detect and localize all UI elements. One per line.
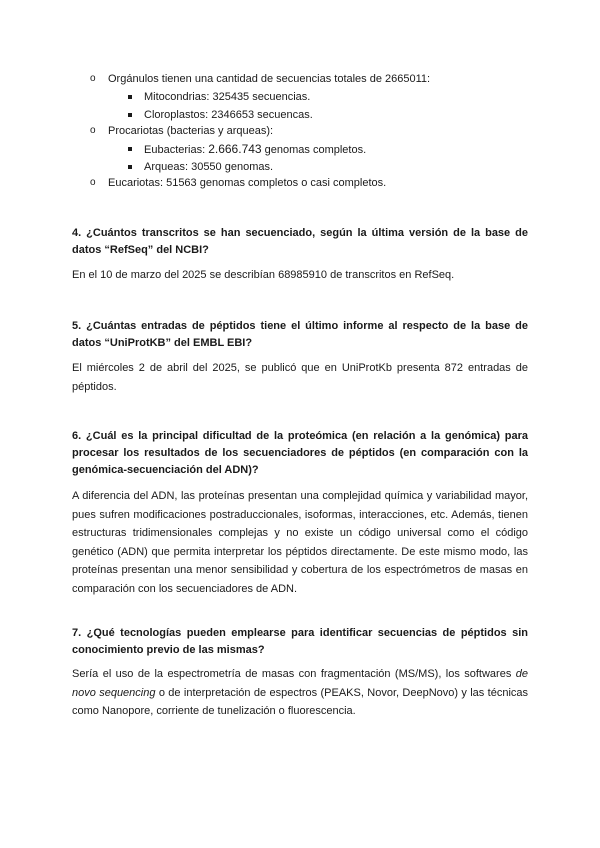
- list-bullet-square: [128, 165, 132, 169]
- list-bullet-square: [128, 95, 132, 99]
- list-item: Cloroplastos: 2346653 secuencas.: [144, 109, 313, 121]
- list-item: Orgánulos tienen una cantidad de secuencias totales de 2665011:: [108, 73, 431, 85]
- list-bullet-circle: o: [90, 125, 96, 136]
- question-7-heading: 7. ¿Qué tecnologías pueden emplearse para identificar secuencias de péptidos sin conocimiento previo de las mismas?: [72, 627, 528, 656]
- list-bullet-square: [128, 147, 132, 151]
- question-6-heading: 6. ¿Cuál es la principal dificultad de la proteómica (en relación a la genómica) para procesar los resultados de los secuenciadores de péptidos (en comparación con la genómica-secuenciación del ADN)?: [72, 430, 528, 476]
- list-item: Procariotas (bacterias y arqueas):: [108, 125, 274, 137]
- list-item: Mitocondrias: 325435 secuencias.: [144, 91, 311, 103]
- list-bullet-circle: o: [90, 73, 96, 84]
- question-4-heading: 4. ¿Cuántos transcritos se han secuenciado, según la última versión de la base de datos “RefSeq” del NCBI?: [72, 227, 528, 256]
- question-5-heading: 5. ¿Cuántas entradas de péptidos tiene el último informe al respecto de la base de datos “UniProtKB” del EMBL EBI?: [72, 320, 528, 349]
- list-bullet-circle: o: [90, 177, 96, 188]
- question-4-answer: En el 10 de marzo del 2025 se describían 68985910 de transcritos en RefSeq.: [72, 269, 455, 281]
- list-bullet-square: [128, 113, 132, 117]
- question-7-answer: Sería el uso de la espectrometría de masas con fragmentación (MS/MS), los softwares de novo sequencing o de interpretación de espectros (PEAKS, Novor, DeepNovo) y las técnicas como Nanopore, corriente de tunelización o fluorescencia.: [72, 668, 529, 717]
- list-item: Eubacterias: 2.666.743 genomas completos.: [144, 142, 367, 156]
- question-5-answer: El miércoles 2 de abril del 2025, se publicó que en UniProtKb presenta 872 entradas de péptidos.: [72, 362, 528, 393]
- list-item: Arqueas: 30550 genomas.: [144, 161, 274, 173]
- question-6-answer: A diferencia del ADN, las proteínas presentan una complejidad química y variabilidad mayor, pues sufren modificaciones postraduccionales, isoformas, interacciones, etc. Además, tienen estructuras tridimensionales complejas y no existe un código universal como el código genético (ADN) que permita interpretar los péptidos directamente. De este mismo modo, las proteínas presentan una menor sensibilidad y cobertura de los espectrómetros de masas en comparación con los secuenciadores de ADN.: [72, 490, 528, 595]
- list-item: Eucariotas: 51563 genomas completos o casi completos.: [108, 177, 387, 189]
